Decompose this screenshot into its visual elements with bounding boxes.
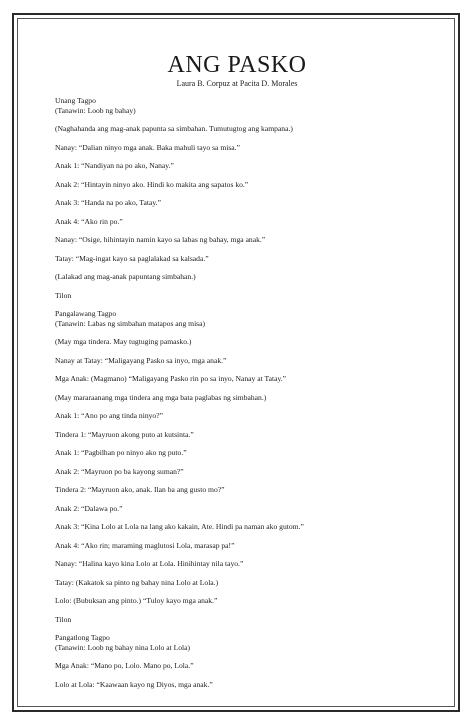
scene-heading: Pangalawang Tagpo xyxy=(55,309,117,318)
stage-direction: (Tanawin: Labas ng simbahan matapos ang misa) xyxy=(55,319,206,328)
dialogue-line: Nanay: “Dalian ninyo mga anak. Baka mahuli tayo sa misa.” xyxy=(55,143,240,152)
dialogue-line: Tindera 1: “Mayruon akong puto at kutsinta.” xyxy=(55,430,194,439)
dialogue-line: Anak 4: “Ako rin po.” xyxy=(55,217,123,226)
dialogue-line: Anak 3: “Kina Lolo at Lola na lang ako kakain, Ate. Hindi pa naman ako gutom.” xyxy=(55,522,304,531)
dialogue-line: Lolo at Lola: “Kaawaan kayo ng Diyos, mga anak.” xyxy=(55,680,213,689)
scene-end: Tilon xyxy=(55,291,72,300)
dialogue-line: Lolo: (Bubuksan ang pinto.) “Tuloy kayo mga anak.” xyxy=(55,596,218,605)
dialogue-line: Tatay: “Mag-ingat kayo sa paglalakad sa kalsada.” xyxy=(55,254,209,263)
stage-direction: (Tanawin: Loob ng bahay) xyxy=(55,106,136,115)
stage-direction: (May mararaanang mga tindera ang mga bata paglabas ng simbahan.) xyxy=(55,393,267,402)
dialogue-line: Anak 3: “Handa na po ako, Tatay.” xyxy=(55,198,161,207)
dialogue-line: Anak 2: “Hintayin ninyo ako. Hindi ko makita ang sapatos ko.” xyxy=(55,180,249,189)
dialogue-line: Anak 4: “Ako rin; maraming maglutosi Lola, marasap pa!” xyxy=(55,541,235,550)
dialogue-line: Tindera 2: “Mayruon ako, anak. Ilan ba ang gusto mo?” xyxy=(55,485,225,494)
scene-heading: Pangatlong Tagpo xyxy=(55,633,110,642)
stage-direction: (Naghahanda ang mag-anak papunta sa simbahan. Tumutugtog ang kampana.) xyxy=(55,124,293,133)
scene-end: Tilon xyxy=(55,615,72,624)
dialogue-line: Nanay at Tatay: “Maligayang Pasko sa inyo, mga anak.” xyxy=(55,356,227,365)
stage-direction: (Lalakad ang mag-anak papuntang simbahan.) xyxy=(55,272,196,281)
authors-line: Laura B. Corpuz at Pacita D. Morales xyxy=(176,79,298,88)
scene-heading: Unang Tagpo xyxy=(55,96,96,105)
stage-direction: (Tanawin: Loob ng bahay nina Lolo at Lola) xyxy=(55,643,191,652)
dialogue-line: Nanay: “Osige, hihintayin namin kayo sa labas ng bahay, mga anak.” xyxy=(55,235,266,244)
stage-direction: Tatay: (Kakatok sa pinto ng bahay nina Lolo at Lola.) xyxy=(55,578,219,587)
dialogue-line: Anak 1: “Pagbilhan po ninyo ako ng puto.” xyxy=(55,448,187,457)
dialogue-line: Anak 1: “Nandiyan na po ako, Nanay.” xyxy=(55,161,174,170)
dialogue-line: Anak 2: “Mayruon po ba kayong suman?” xyxy=(55,467,184,476)
dialogue-line: Nanay: “Halina kayo kina Lolo at Lola. Hinihintay nila tayo.” xyxy=(55,559,244,568)
page-title: ANG PASKO xyxy=(167,52,307,78)
dialogue-line: Anak 1: “Ano po ang tinda ninyo?” xyxy=(55,411,163,420)
dialogue-line: Anak 2: “Dalawa po.” xyxy=(55,504,123,513)
stage-direction: (May mga tindera. May tugtuging pamasko.) xyxy=(55,337,192,346)
dialogue-line: Mga Anak: (Magmano) “Maligayang Pasko rin po sa inyo, Nanay at Tatay.” xyxy=(55,374,287,383)
dialogue-line: Mga Anak: “Mano po, Lolo. Mano po, Lola.” xyxy=(55,661,194,670)
